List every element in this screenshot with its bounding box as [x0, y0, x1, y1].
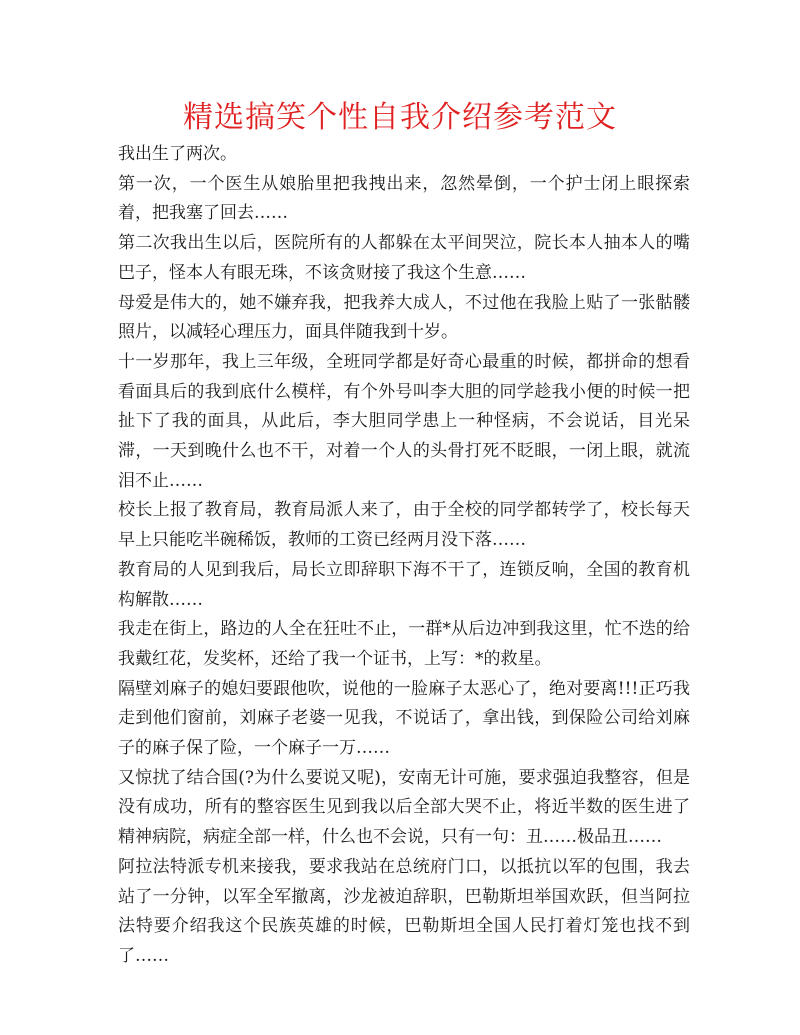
- paragraph-7: 教育局的人见到我后，局长立即辞职下海不干了，连锁反响，全国的教育机构解散……: [118, 559, 690, 610]
- paragraph-9: 隔壁刘麻子的媳妇要跟他吹，说他的一脸麻子太恶心了，绝对要离!!!正巧我走到他们窗前，刘麻子老婆一见我，不说话了，拿出钱，到保险公司给刘麻子的麻子保了险，一个麻子一万……: [118, 678, 690, 759]
- document-body: [118, 140, 690, 972]
- paragraph-8: 我走在街上，路边的人全在狂吐不止，一群*从后边冲到我这里，忙不迭的给我戴红花，发奖杯，还给了我一个证书，上写：*的救星。: [118, 619, 690, 669]
- paragraph-2: 第一次，一个医生从娘胎里把我拽出来，忽然晕倒，一个护士闭上眼探索着，把我塞了回去……: [118, 173, 690, 224]
- paragraph-5: 十一岁那年，我上三年级，全班同学都是好奇心最重的时候，都拼命的想看看面具后的我到底什么模样，有个外号叫李大胆的同学趁我小便的时候一把扯下了我的面具，从此后，李大胆同学患上一种怪病，不会说话，目光呆滞，一天到晚什么也不干，对着一个人的头骨打死不眨眼，一闭上眼，就流泪不止……: [118, 351, 690, 491]
- paragraph-10: 又惊扰了结合国(?为什么要说又呢)，安南无计可施，要求强迫我整容，但是没有成功，所有的整容医生见到我以后全部大哭不止，将近半数的医生进了精神病院，病症全部一样，什么也不会说，只有一句：丑……极品丑……: [118, 767, 690, 848]
- paragraph-4: 母爱是伟大的，她不嫌弃我，把我养大成人，不过他在我脸上贴了一张骷髅照片，以减轻心理压力，面具伴随我到十岁。: [118, 292, 690, 343]
- paragraph-11: 阿拉法特派专机来接我，要求我站在总统府门口，以抵抗以军的包围，我去站了一分钟，以军全军撤离，沙龙被迫辞职，巴勒斯坦举国欢跃，但当阿拉法特要介绍我这个民族英雄的时候，巴勒斯坦全国人民打着灯笼也找不到了……: [118, 856, 690, 966]
- paragraph-6: 校长上报了教育局，教育局派人来了，由于全校的同学都转学了，校长每天早上只能吃半碗稀饭，教师的工资已经两月没下落……: [118, 500, 690, 551]
- page-title: 精选搞笑个性自我介绍参考范文: [183, 100, 617, 135]
- paragraph-3: 第二次我出生以后，医院所有的人都躲在太平间哭泣，院长本人抽本人的嘴巴子，怪本人有眼无珠，不该贪财接了我这个生意……: [118, 233, 690, 283]
- paragraph-1: 我出生了两次。: [118, 144, 237, 164]
